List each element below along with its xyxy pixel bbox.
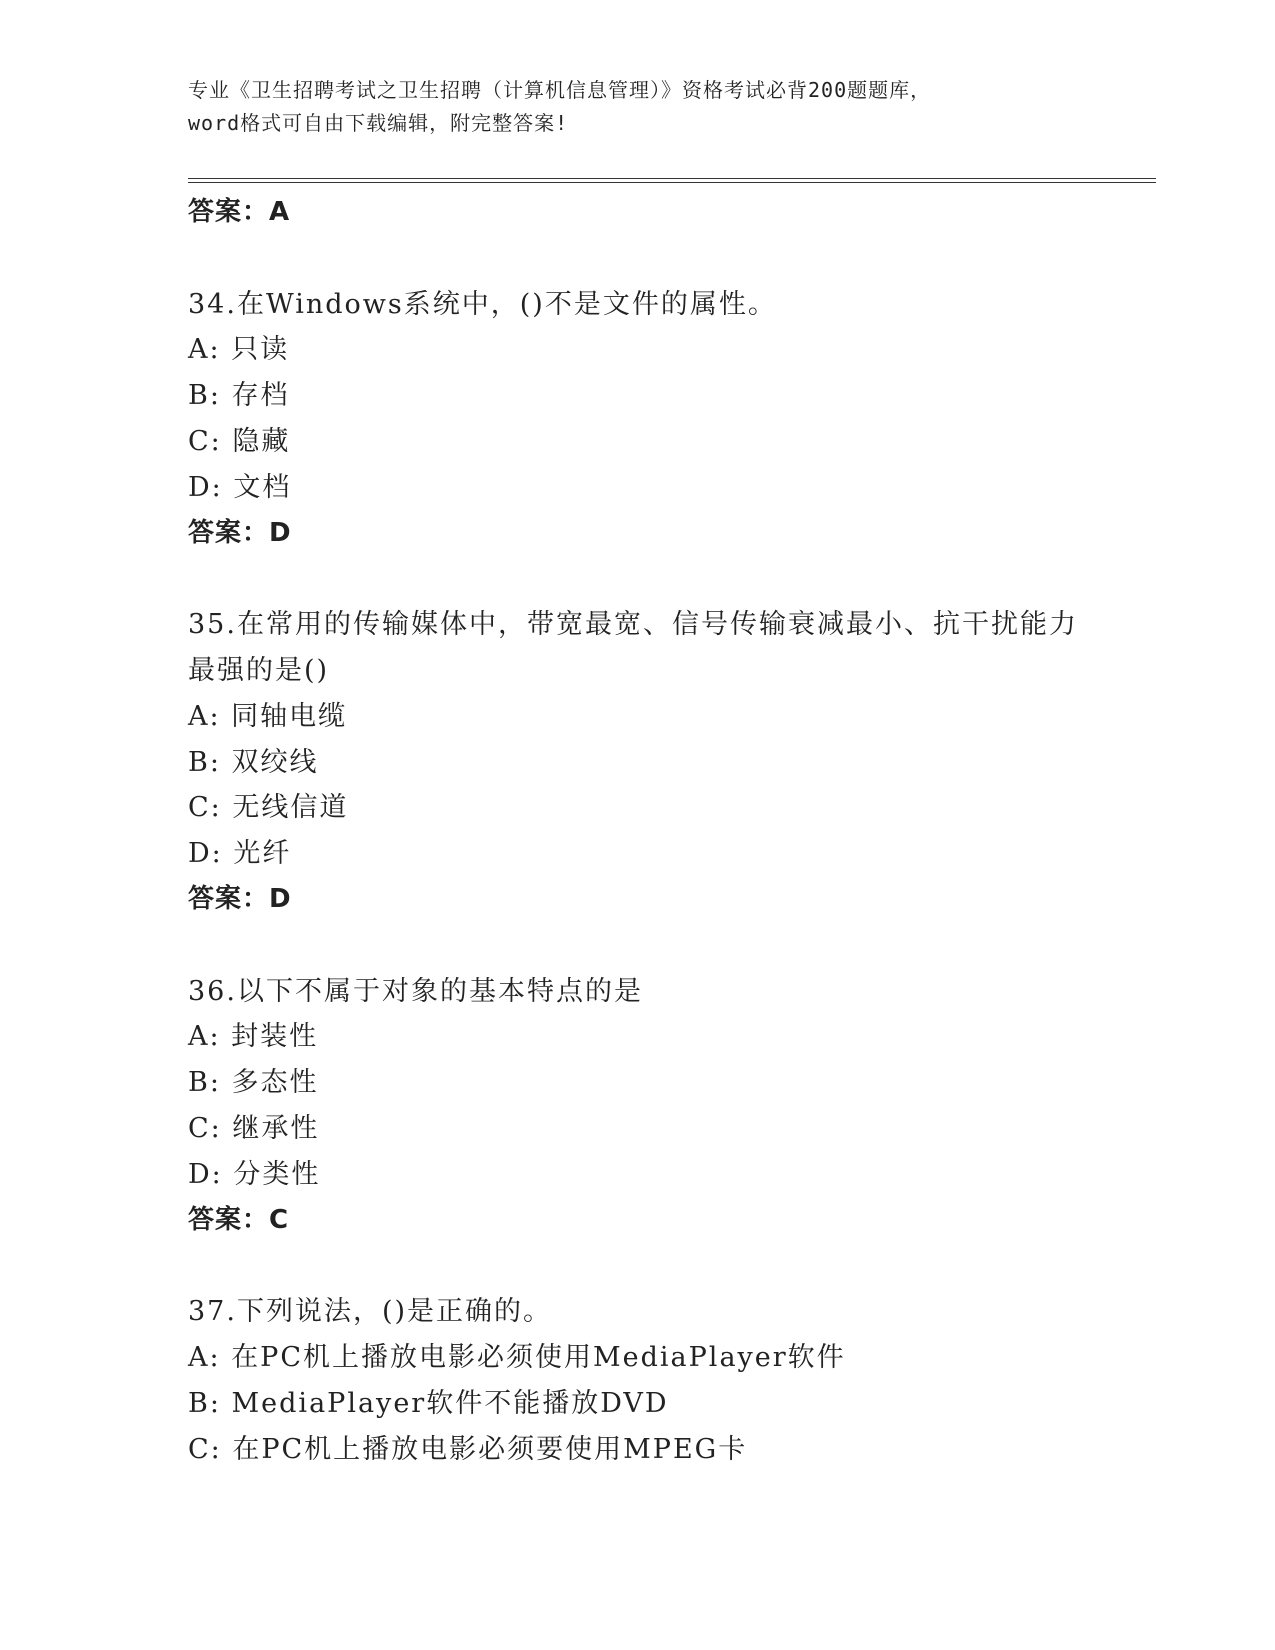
question-36-option-d: D: 分类性	[188, 1158, 321, 1190]
question-34-option-d: D: 文档	[188, 471, 292, 503]
question-37-option-c: C: 在PC机上播放电影必须要使用MPEG卡	[188, 1433, 748, 1465]
question-36-option-a: A: 封装性	[188, 1021, 319, 1053]
spacer	[188, 236, 1088, 282]
spacer	[188, 923, 1088, 969]
question-34-option-b: B: 存档	[188, 380, 290, 412]
document-header	[188, 74, 1088, 140]
question-34-option-a: A: 只读	[188, 334, 290, 366]
question-37-stem: 37.下列说法，()是正确的。	[188, 1296, 553, 1328]
header-line-2: word格式可自由下载编辑，附完整答案!	[188, 111, 569, 135]
spacer	[188, 1243, 1088, 1289]
question-34-answer: 答案：D	[188, 517, 292, 548]
question-34-stem: 34.在Windows系统中，()不是文件的属性。	[188, 288, 777, 320]
header-divider-bottom	[188, 182, 1156, 183]
question-36-option-c: C: 继承性	[188, 1112, 320, 1144]
question-35-option-d: D: 光纤	[188, 838, 292, 870]
header-divider-top	[188, 178, 1156, 179]
question-34-option-c: C: 隐藏	[188, 425, 291, 457]
question-37-option-b: B: MediaPlayer软件不能播放DVD	[188, 1387, 669, 1419]
question-35-stem-line-2: 最强的是()	[188, 654, 330, 686]
question-35-option-c: C: 无线信道	[188, 792, 349, 824]
question-35-option-b: B: 双绞线	[188, 746, 319, 778]
spacer	[188, 556, 1088, 602]
header-line-1: 专业《卫生招聘考试之卫生招聘（计算机信息管理）》资格考试必背200题题库，	[188, 78, 932, 102]
question-36-answer: 答案：C	[188, 1204, 290, 1235]
question-list	[188, 190, 1088, 1472]
previous-answer: 答案：A	[188, 197, 291, 227]
question-35-answer: 答案：D	[188, 883, 292, 914]
question-36-option-b: B: 多态性	[188, 1067, 319, 1099]
question-35-stem-line-1: 35.在常用的传输媒体中，带宽最宽、信号传输衰减最小、抗干扰能力	[188, 609, 1078, 641]
question-35-option-a: A: 同轴电缆	[188, 700, 348, 732]
question-37-option-a: A: 在PC机上播放电影必须使用MediaPlayer软件	[188, 1341, 846, 1373]
question-36-stem: 36.以下不属于对象的基本特点的是	[188, 975, 643, 1007]
